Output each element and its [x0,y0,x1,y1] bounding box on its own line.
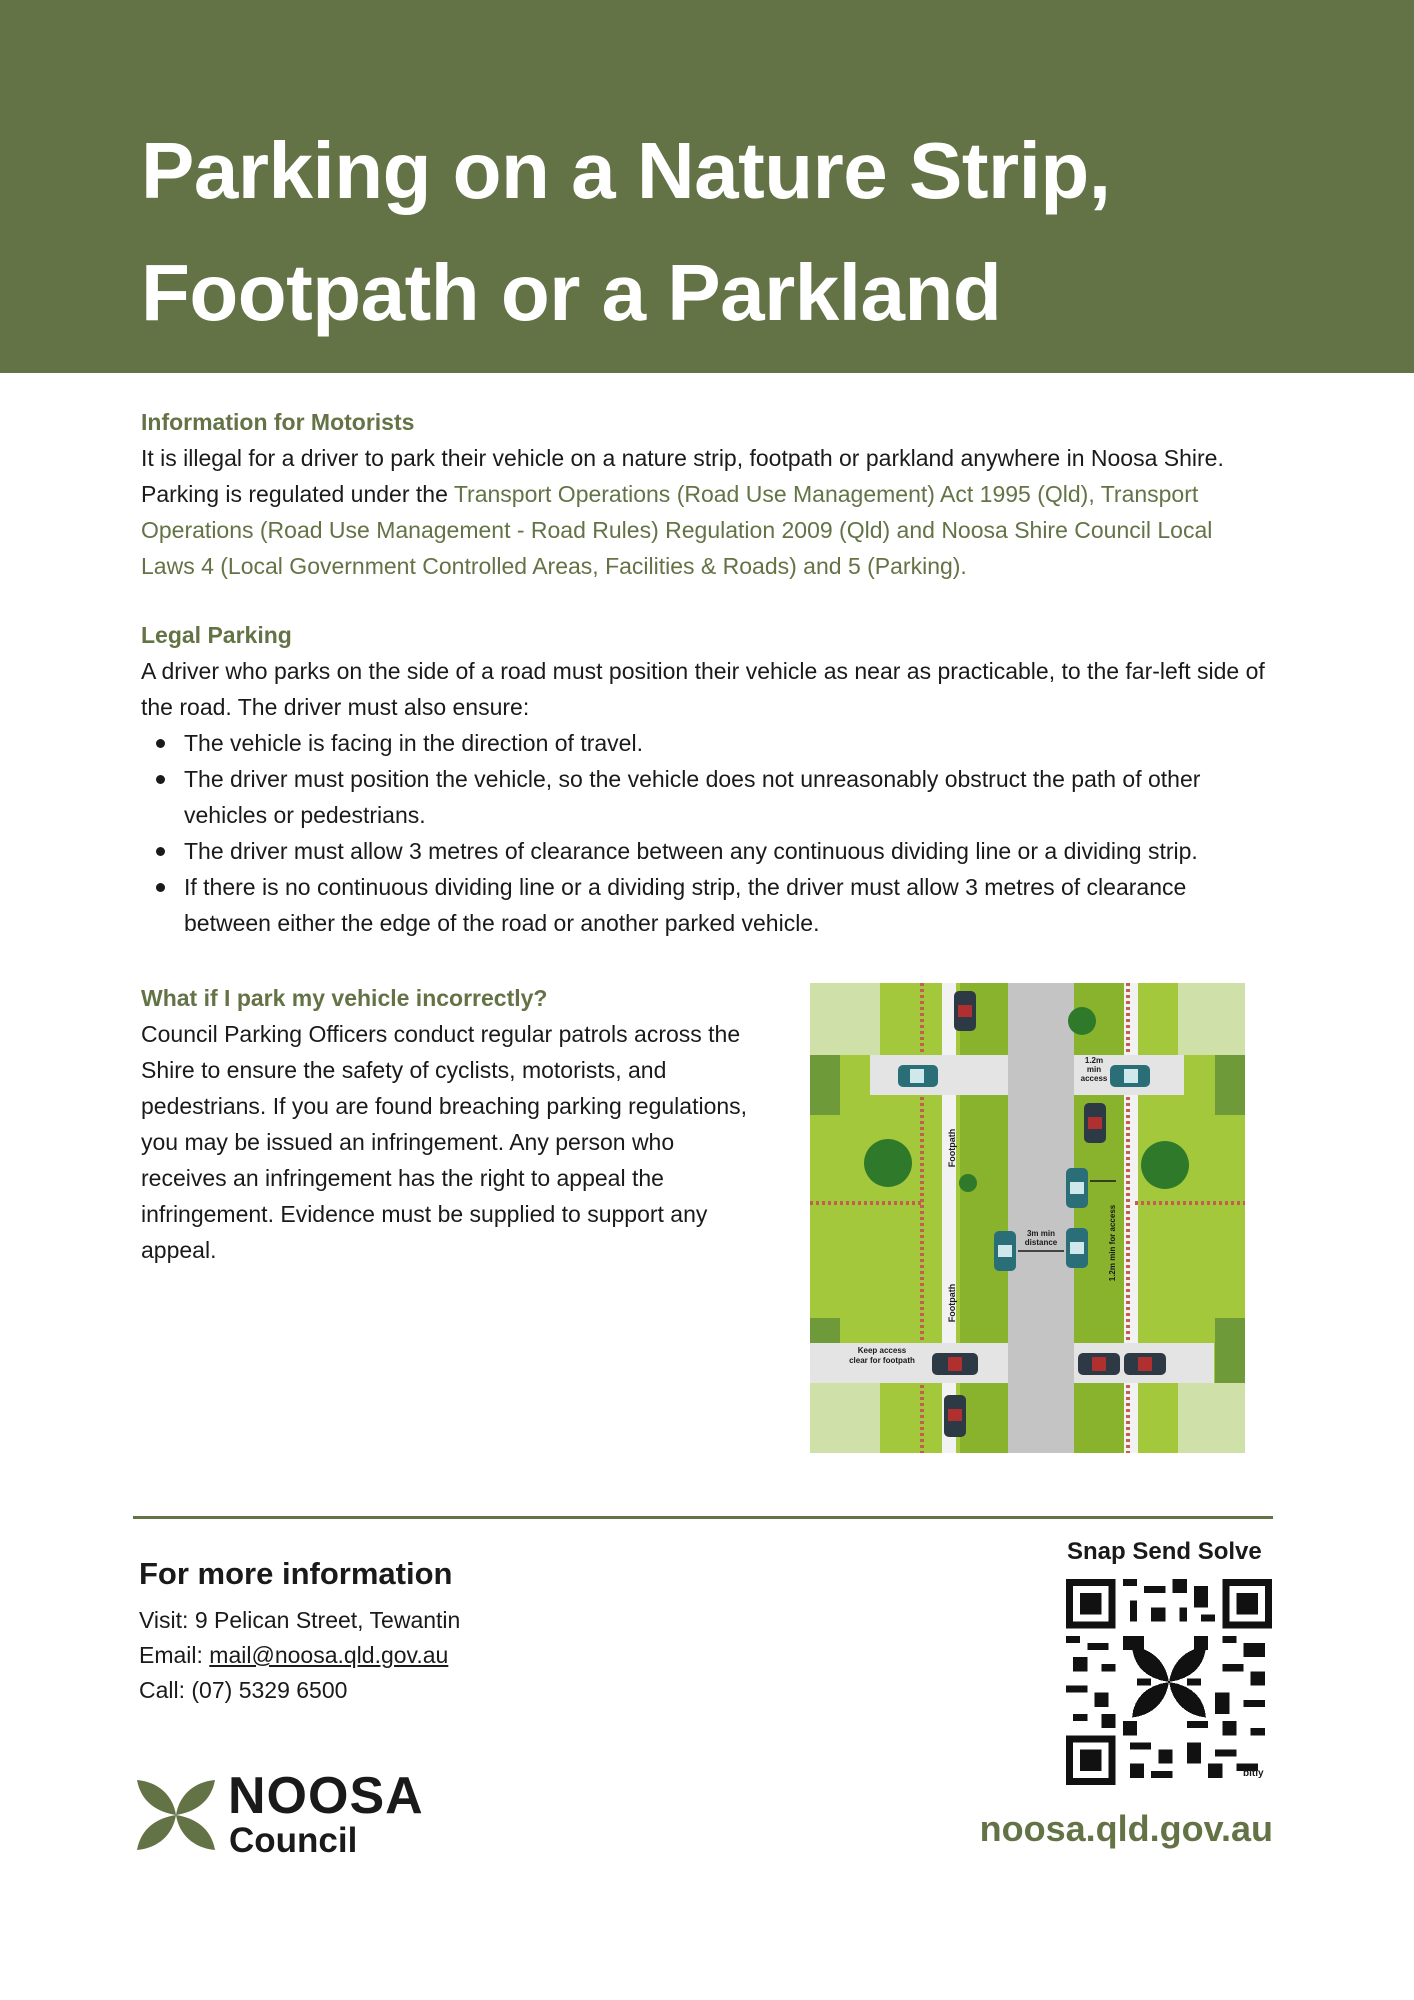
email-link[interactable]: mail@noosa.qld.gov.au [209,1642,449,1668]
footer-divider [133,1516,1273,1519]
road [1008,983,1074,1453]
section-info-motorists [141,404,1271,584]
house-block [810,983,880,1055]
bullet-icon [156,739,165,748]
driveway [870,1055,1008,1095]
car-icon [944,1395,966,1437]
list-item-text: The driver must allow 3 metres of clearance between any continuous dividing line or a dividing strip. [184,838,1198,864]
list-item [184,833,1271,869]
header-banner [0,0,1414,373]
car-icon [1084,1103,1106,1143]
tree-icon [864,1139,912,1187]
law-references: Transport Operations (Road Use Management) Act 1995 (Qld), Transport Operations (Road Use Management - Road Rules) Regulation 2009 (Qld) and Noosa Shire Council Local Laws 4 (Local Government Controlled Areas, Facilities & Roads) and 5 (Parking). [141,481,1213,579]
info-text: It is illegal for a driver to park their vehicle on a nature strip, footpath or parkland anywhere in Noosa Shire. Parking is regulated under the [141,445,1224,507]
bullet-icon [156,883,165,892]
contact-email-line [139,1640,448,1670]
keep-access-label: clear for footpath [849,1356,915,1365]
footpath-label: Footpath [947,1283,957,1323]
logo-wordmark-council: Council [229,1821,358,1860]
car-icon [932,1353,978,1375]
car-icon [954,991,976,1031]
list-item-text: The vehicle is facing in the direction of travel. [184,730,643,756]
bitly-brand: bitly [1243,1768,1264,1779]
section-heading: Legal Parking [141,622,292,648]
qr-code-icon[interactable] [1066,1579,1272,1785]
tree-icon [1141,1141,1189,1189]
house-block [1178,983,1245,1055]
section-heading: Information for Motorists [141,409,415,435]
house-block [810,1383,880,1453]
snap-send-solve-label: Snap Send Solve [1067,1538,1262,1565]
car-icon [1066,1168,1088,1208]
car-icon [994,1231,1016,1271]
tree-icon [959,1174,977,1192]
parking-diagram [810,983,1245,1453]
house-block [1178,1383,1245,1453]
side-access-label: 1.2m min for access [1108,1204,1117,1282]
list-item [184,725,1271,761]
legal-intro: A driver who parks on the side of a road must position their vehicle as near as practicable, to the far-left side of the road. The driver must also ensure: [141,658,1265,720]
logo-wordmark-noosa: NOOSA [228,1767,424,1825]
website-link[interactable]: noosa.qld.gov.au [979,1808,1273,1849]
legal-bullet-list [141,725,1271,941]
list-item [184,761,1271,833]
distance-label: distance [1024,1238,1058,1247]
keep-access-label: Keep access [857,1346,907,1355]
bullet-icon [156,847,165,856]
footpath-label: Footpath [947,1128,957,1168]
car-icon [898,1065,938,1087]
min-access-label: min [1086,1065,1102,1074]
info-paragraph [141,440,1271,584]
section-legal-parking [141,617,1271,941]
bullet-icon [156,775,165,784]
house-block [1215,1318,1245,1383]
page-title-line1: Parking on a Nature Strip, [141,126,1111,215]
incorrect-paragraph: Council Parking Officers conduct regular patrols across the Shire to ensure the safety of cyclists, motorists, and pedestrians. If you are found breaching parking regulations, you may be issued an infringement. Any person who receives an infringement has the right to appeal the infringement. Evidence must be supplied to support any appeal. [141,1021,748,1263]
tree-icon [1068,1007,1096,1035]
house-block [810,1055,840,1115]
car-icon [1110,1065,1150,1087]
min-access-label: access [1080,1074,1108,1083]
list-item-text: The driver must position the vehicle, so the vehicle does not unreasonably obstruct the path of other vehicles or pedestrians. [184,766,1201,828]
min-access-label: 1.2m [1084,1056,1104,1065]
car-icon [1124,1353,1166,1375]
page-title-line2: Footpath or a Parkland [141,248,1002,337]
page-title [141,110,1341,354]
contact-visit: Visit: 9 Pelican Street, Tewantin [139,1607,461,1633]
car-icon [1066,1228,1088,1268]
car-icon [1078,1353,1120,1375]
contact-call: Call: (07) 5329 6500 [139,1677,348,1703]
section-heading: What if I park my vehicle incorrectly? [141,985,548,1011]
house-block [1215,1055,1245,1115]
list-item-text: If there is no continuous dividing line or a dividing strip, the driver must allow 3 metres of clearance between either the edge of the road or another parked vehicle. [184,874,1187,936]
contact-heading: For more information [139,1556,453,1591]
noosa-leaf-icon [137,1776,215,1854]
distance-label: 3m min [1026,1229,1056,1238]
list-item [184,869,1271,941]
section-incorrect-parking [141,980,761,1268]
contact-email-label: Email: [139,1642,210,1668]
